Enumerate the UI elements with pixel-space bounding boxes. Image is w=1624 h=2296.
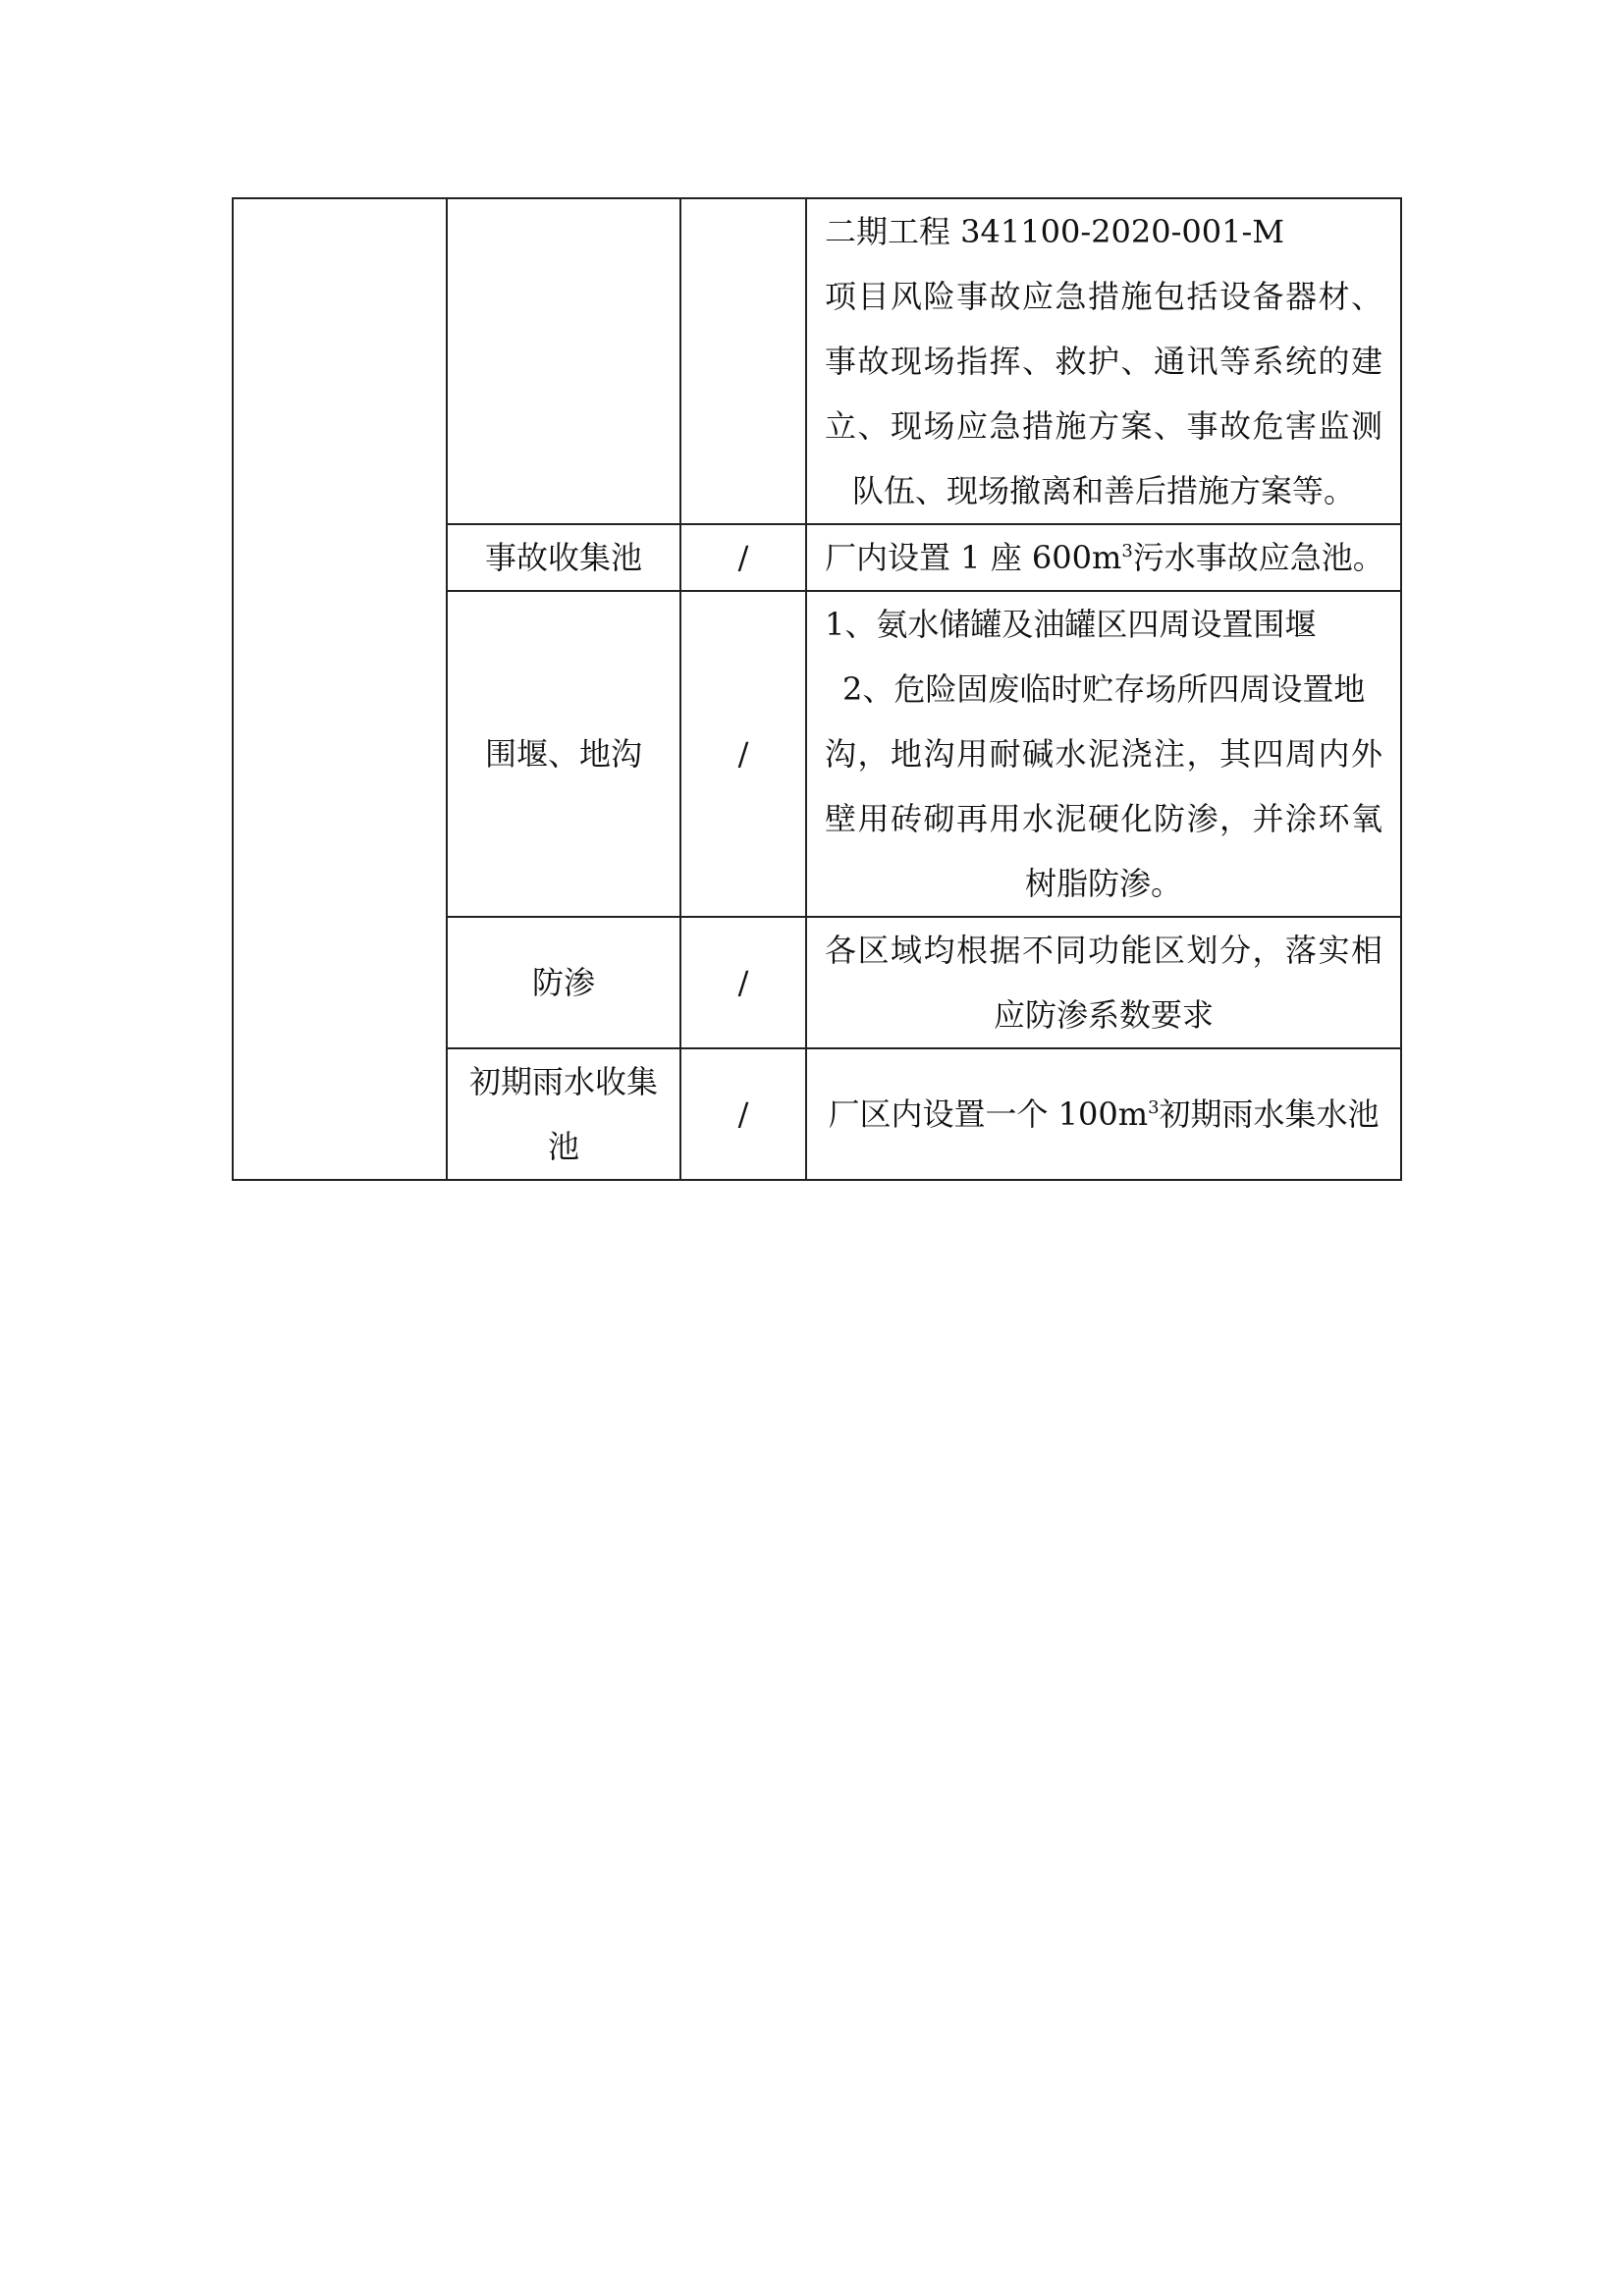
description-line: 项目风险事故应急措施包括设备器材、	[825, 278, 1382, 315]
value-cell: /	[680, 591, 806, 917]
superscript: 3	[1121, 541, 1133, 561]
item-name-cell: 防渗	[447, 917, 680, 1048]
description-cell	[806, 1048, 1401, 1180]
description-line: 各区域均根据不同功能区划分，落实相	[825, 932, 1382, 969]
description-text: 厂区内设置一个 100m	[828, 1095, 1149, 1133]
item-name-cell	[447, 1048, 680, 1180]
description-line: 立、现场应急措施方案、事故危害监测	[825, 407, 1382, 445]
description-line: 二期工程 341100-2020-001-M	[825, 213, 1285, 250]
description-line: 1、氨水储罐及油罐区四周设置围堰	[825, 606, 1317, 643]
description-cell	[806, 524, 1401, 591]
category-cell	[233, 198, 447, 1180]
superscript: 3	[1148, 1097, 1160, 1118]
description-line	[825, 525, 1382, 590]
description-line: 事故现场指挥、救护、通讯等系统的建	[825, 343, 1382, 380]
value-cell: /	[680, 1048, 806, 1180]
item-name-cell: 围堰、地沟	[447, 591, 680, 917]
description-cell	[806, 591, 1401, 917]
item-name-cell: 事故收集池	[447, 524, 680, 591]
value-cell: /	[680, 917, 806, 1048]
description-line: 树脂防渗。	[1024, 865, 1182, 902]
item-name-cell	[447, 198, 680, 524]
description-text: 初期雨水集水池	[1159, 1095, 1380, 1133]
measures-table	[232, 197, 1402, 1181]
description-cell	[806, 198, 1401, 524]
description-line: 2、危险固废临时贮存场所四周设置地	[842, 670, 1366, 708]
description-text: 污水事故应急池。	[1132, 539, 1384, 576]
description-line	[825, 1082, 1382, 1147]
description-line: 队伍、现场撤离和善后措施方案等。	[851, 472, 1355, 509]
item-name-line: 池	[547, 1128, 579, 1165]
value-cell: /	[680, 524, 806, 591]
value-cell	[680, 198, 806, 524]
description-line: 沟，地沟用耐碱水泥浇注，其四周内外	[825, 735, 1382, 773]
item-name-line: 初期雨水收集	[468, 1063, 658, 1100]
description-line: 应防渗系数要求	[993, 996, 1214, 1034]
description-cell	[806, 917, 1401, 1048]
table-row	[233, 198, 1401, 524]
description-line: 壁用砖砌再用水泥硬化防渗，并涂环氧	[825, 800, 1382, 837]
description-text: 厂内设置 1 座 600m	[825, 539, 1122, 576]
